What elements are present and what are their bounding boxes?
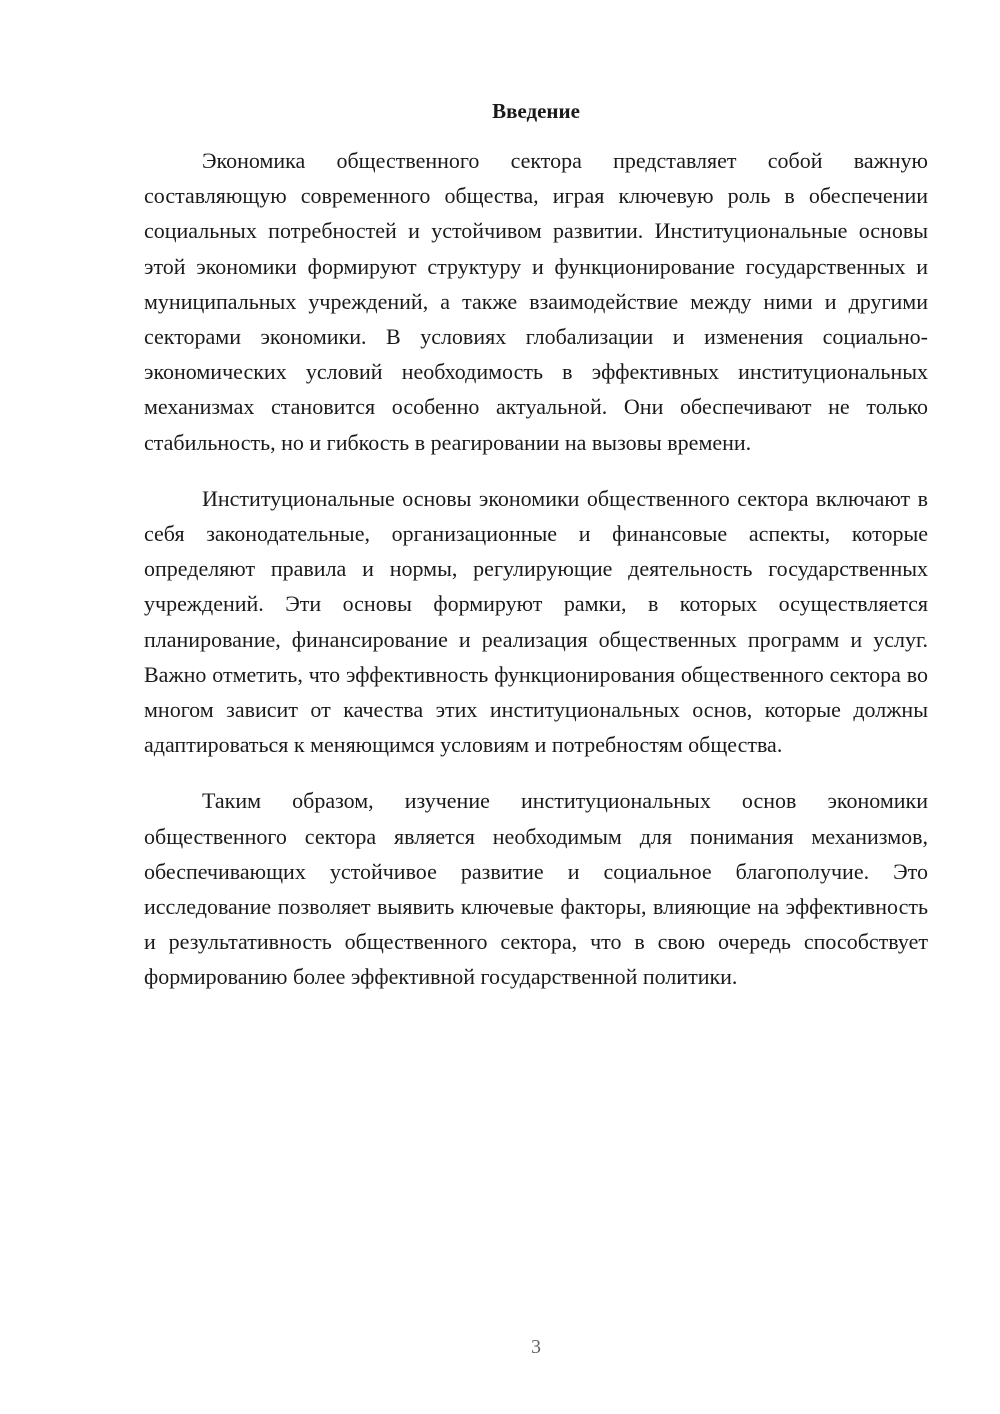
- paragraph-3: Таким образом, изучение институциональных основ экономики общественного сектора является необходимым для понимания механизмов, обеспечивающих устойчивое развитие и социальное благополучие. Это исследование позволяет выявить ключевые факторы, влияющие на эффективность и результативность общественного сектора, что в свою очередь способствует формированию более эффективной государственной политики.: [144, 788, 928, 990]
- section-heading: Введение: [492, 99, 580, 123]
- page-number: 3: [531, 1336, 541, 1358]
- paragraph-1: Экономика общественного сектора представляет собой важную составляющую современного общества, играя ключевую роль в обеспечении социальных потребностей и устойчивом развитии. Институциональные основы этой экономики формируют структуру и функционирование государственных и муниципальных учреждений, а также взаимодействие между ними и другими секторами экономики. В условиях глобализации и изменения социально-экономических условий необходимость в эффективных институциональных механизмах становится особенно актуальной. Они обеспечивают не только стабильность, но и гибкость в реагировании на вызовы времени.: [144, 148, 928, 455]
- body-text: [144, 143, 928, 1016]
- paragraph-2: Институциональные основы экономики общественного сектора включают в себя законодательные, организационные и финансовые аспекты, которые определяют правила и нормы, регулирующие деятельность государственных учреждений. Эти основы формируют рамки, в которых осуществляется планирование, финансирование и реализация общественных программ и услуг. Важно отметить, что эффективность функционирования общественного сектора во многом зависит от качества этих институциональных основ, которые должны адаптироваться к меняющимся условиям и потребностям общества.: [144, 485, 928, 758]
